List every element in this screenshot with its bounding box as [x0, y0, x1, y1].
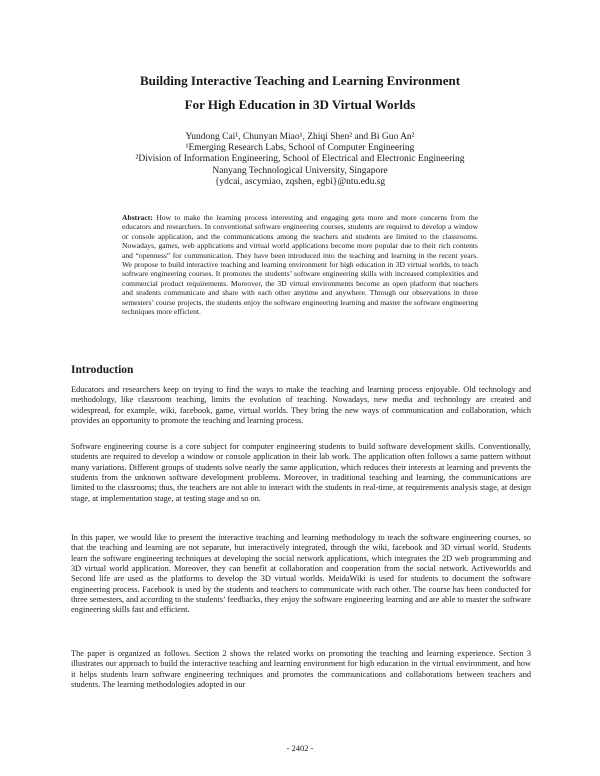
intro-paragraph-3: In this paper, we would like to present the interactive teaching and learning methodology to teach the software engineering courses, so that the teaching and learning are not separate, but interactively integrated, through the wiki, facebook and 3D virtual world. Students learn the software engineering techniques at developing the social network applications, which integrates the 2D web programming and 3D virtual world application. Moreover, they can benefit at collaboration and cooperation from the social network. Activeworlds and Second life are used as the platforms to develop the 3D virtual worlds. MeidaWiki is used for students to document the software engineering process. Facebook is used by the students and teachers to communicate with each other. The course has been conducted for three semesters, and according to the students’ feedbacks, they enjoy the software engineering learning and are able to master the software engineering skills fast and efficient.	[71, 533, 531, 615]
affiliation-2: ²Division of Information Engineering, School of Electrical and Electronic Engineering	[135, 154, 465, 165]
section-heading-introduction: Introduction	[71, 364, 134, 376]
page-number: - 2402 -	[286, 743, 314, 753]
author-emails: {ydcai, ascymiao, zqshen, egbi}@ntu.edu.sg	[214, 176, 386, 187]
affiliation-1: ¹Emerging Research Labs, School of Computer Engineering	[185, 143, 415, 154]
author-names: Yundong Cai¹, Chunyan Miao¹, Zhiqi Shen² and Bi Guo An²	[185, 132, 415, 142]
paper-title-line-2: For High Education in 3D Virtual Worlds	[184, 97, 416, 112]
paper-title-line-1: Building Interactive Teaching and Learning Environment	[139, 73, 461, 88]
abstract-label: Abstract:	[122, 213, 153, 222]
abstract-text: How to make the learning process interesting and engaging gets more and more concerns from the educators and researchers. In conventional software engineering courses, students are required to develop a window or console application, and the communications among the teachers and students are limited to the classrooms. Nowadays, games, web applications and virtual world applications become more popular due to their rich contents and “openness” for communication. They have been introduced into the teaching and learning in the recent years. We propose to build interactive teaching and learning environment for high education in 3D virtual worlds, to teach software engineering courses. It promotes the students’ software engineering skills with increased complexities and commercial product requirements. Moreover, the 3D virtual environments become an open platform that teachers and students communicate and share with each other anytime and anywhere. Through our observations in three semesters’ course projects, the students enjoy the software engineering learning and master the software engineering techniques more efficient.	[122, 213, 478, 317]
author-block	[100, 132, 500, 188]
intro-paragraph-2: Software engineering course is a core subject for computer engineering students to build software development skills. Conventionally, students are required to develop a window or console application in their lab work. The application often follows a same pattern without many variations. Different groups of students solve nearly the same application, which reduces their interests at learning and prevents the students from the unknown software development problems. Moreover, in traditional teaching and learning, the communications are limited to the classrooms; thus, the teachers are not able to interact with the students in real-time, at requirements analysis stage, at design stage, at implementation stage, at testing stage and so on.	[71, 442, 531, 503]
abstract	[122, 213, 478, 316]
intro-paragraph-4: The paper is organized as follows. Section 2 shows the related works on promoting the teaching and learning experience. Section 3 illustrates our approach to build the interactive teaching and learning environment for high education in the virtual environment, and how it helps students learn software engineering techniques and promotes the communications and collaborations between teachers and students. The learning methodologies adopted in our	[71, 649, 531, 690]
intro-paragraph-1: Educators and researchers keep on trying to find the ways to make the teaching and learning process enjoyable. Old technology and methodology, like classroom teaching, limits the evolution of teaching. Nowadays, new media and technology are created and widespread, for example, wiki, facebook, game, virtual worlds. They bring the new ways of communication and collaboration, which provides an opportunity to promote the teaching and learning process.	[71, 385, 531, 426]
university: Nanyang Technological University, Singapore	[212, 165, 388, 176]
